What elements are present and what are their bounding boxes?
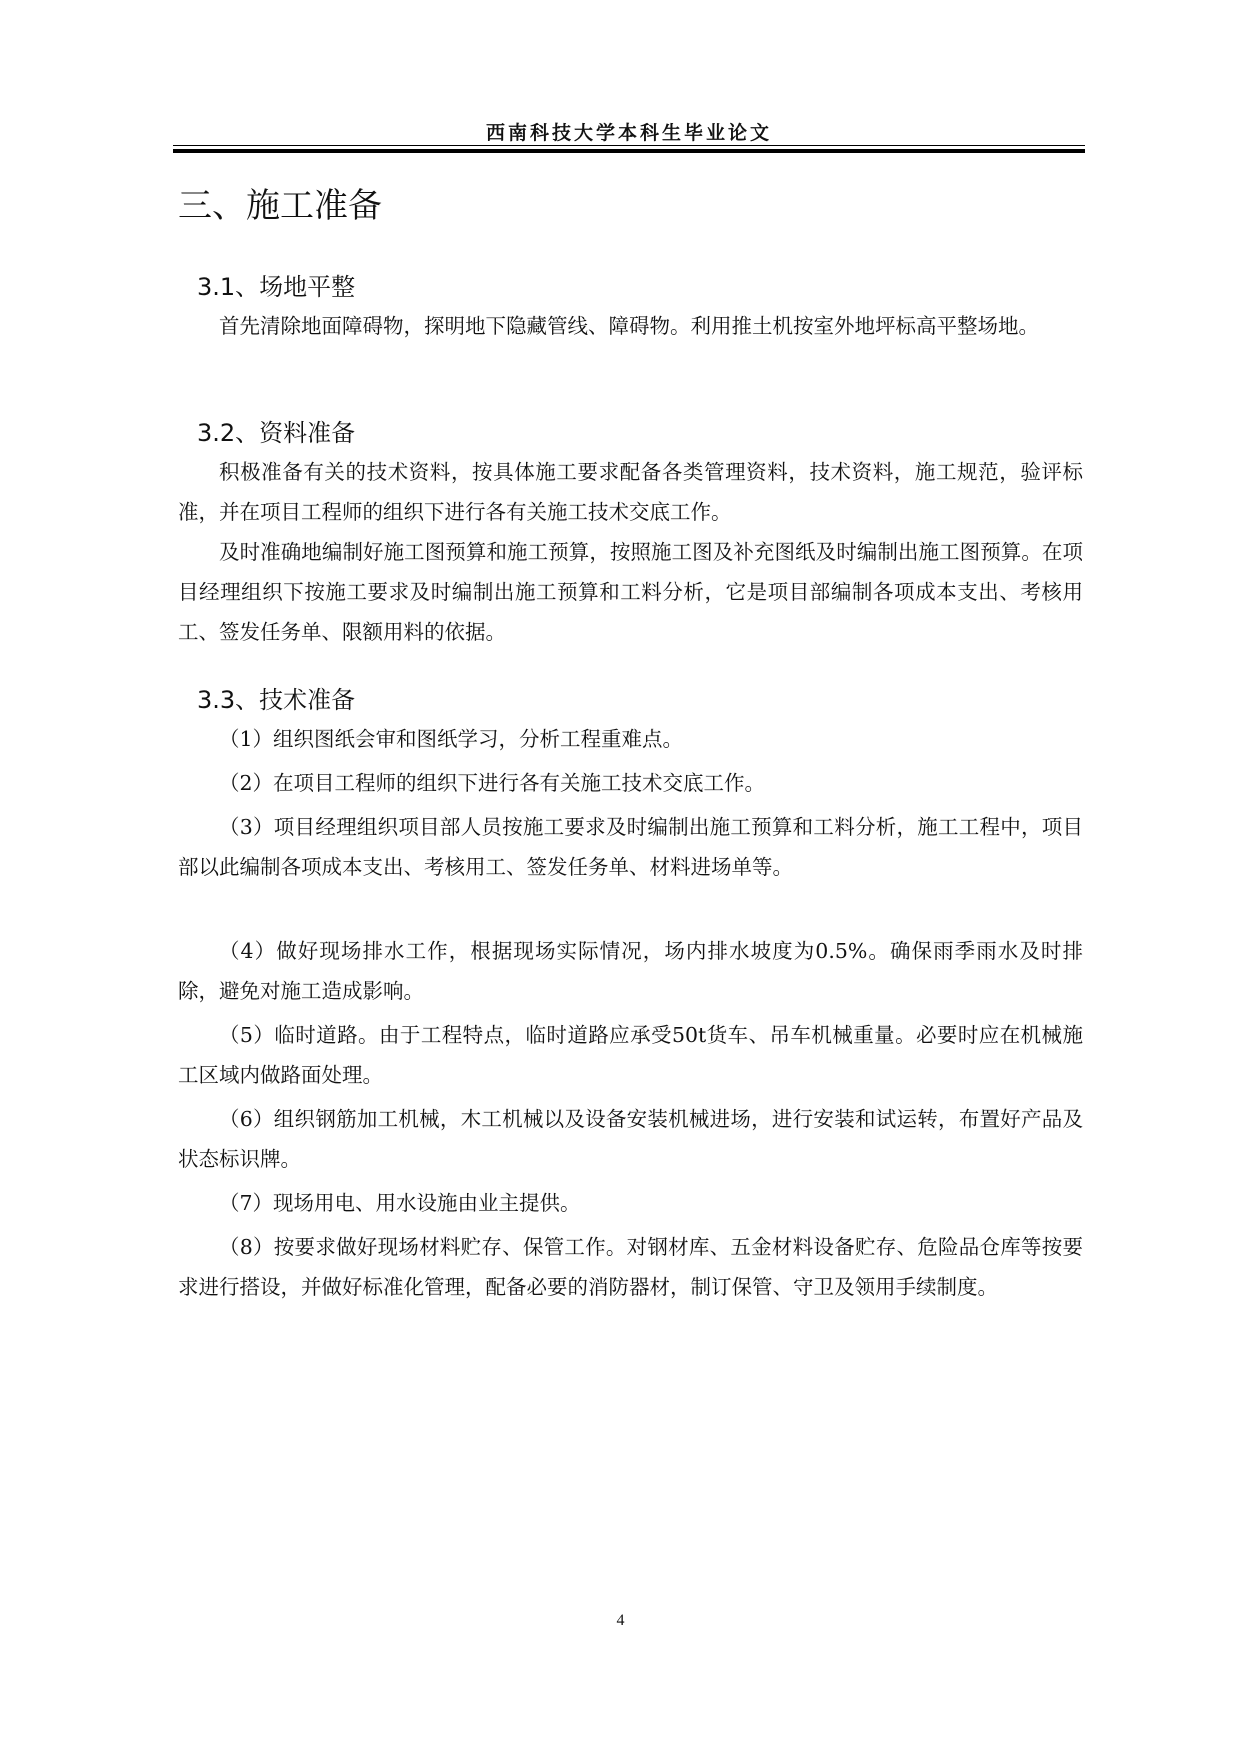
running-header: 西南科技大学本科生毕业论文 xyxy=(485,122,772,144)
page-number: 4 xyxy=(616,1612,625,1629)
header-rule-thick xyxy=(173,149,1085,153)
paragraph: 积极准备有关的技术资料，按具体施工要求配备各类管理资料，技术资料，施工规范，验评标准，并在项目工程师的组织下进行各有关施工技术交底工作。 xyxy=(178,460,1083,524)
header-rule-thin xyxy=(173,145,1085,146)
list-item: （2）在项目工程师的组织下进行各有关施工技术交底工作。 xyxy=(219,771,766,795)
list-item: （5）临时道路。由于工程特点，临时道路应承受50t货车、吊车机械重量。必要时应在机械施工区域内做路面处理。 xyxy=(178,1023,1083,1087)
list-item: （7）现场用电、用水设施由业主提供。 xyxy=(219,1191,581,1215)
list-item: （6）组织钢筋加工机械，木工机械以及设备安装机械进场，进行安装和试运转，布置好产品及状态标识牌。 xyxy=(178,1107,1083,1171)
section-heading-3-1: 3.1、场地平整 xyxy=(197,273,356,301)
list-item: （1）组织图纸会审和图纸学习，分析工程重难点。 xyxy=(219,727,684,751)
chapter-title: 三、施工准备 xyxy=(178,186,382,226)
section-heading-3-2: 3.2、资料准备 xyxy=(197,419,356,447)
list-item: （8）按要求做好现场材料贮存、保管工作。对钢材库、五金材料设备贮存、危险品仓库等按要求进行搭设，并做好标准化管理，配备必要的消防器材，制订保管、守卫及领用手续制度。 xyxy=(178,1235,1083,1299)
section-heading-3-3: 3.3、技术准备 xyxy=(197,686,356,714)
paragraph: 首先清除地面障碍物，探明地下隐藏管线、障碍物。利用推土机按室外地坪标高平整场地。 xyxy=(219,314,1039,338)
list-item: （3）项目经理组织项目部人员按施工要求及时编制出施工预算和工料分析，施工工程中，项目部以此编制各项成本支出、考核用工、签发任务单、材料进场单等。 xyxy=(178,815,1083,879)
paragraph: 及时准确地编制好施工图预算和施工预算，按照施工图及补充图纸及时编制出施工图预算。在项目经理组织下按施工要求及时编制出施工预算和工料分析，它是项目部编制各项成本支出、考核用工、签发任务单、限额用料的依据。 xyxy=(178,540,1083,644)
list-item: （4）做好现场排水工作，根据现场实际情况，场内排水坡度为0.5%。确保雨季雨水及时排除，避免对施工造成影响。 xyxy=(178,939,1083,1003)
